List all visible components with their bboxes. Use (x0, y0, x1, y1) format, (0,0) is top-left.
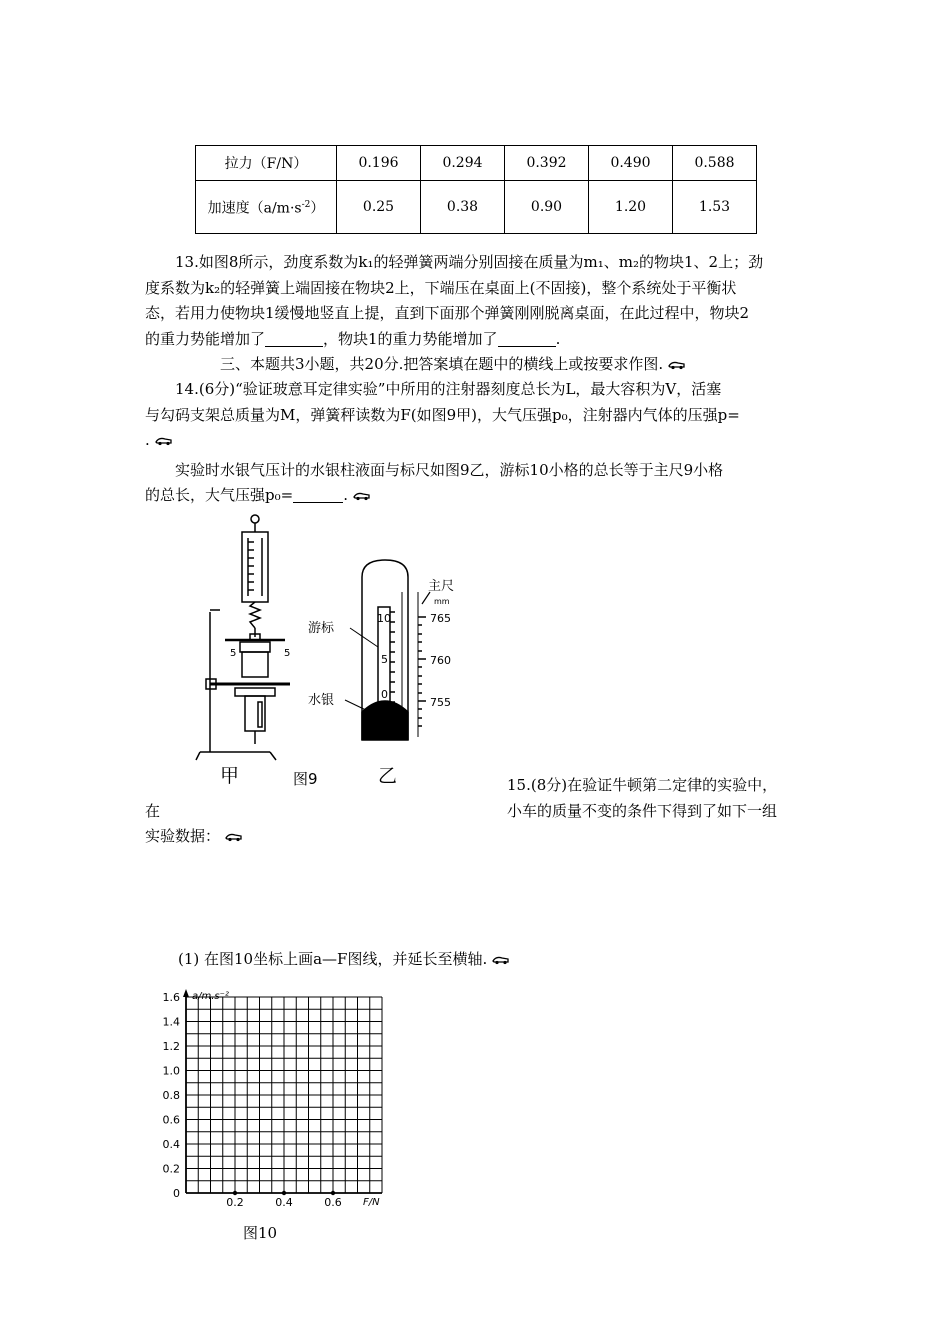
car-icon (155, 436, 173, 446)
table-row2-header: 加速度$(a/m\cdot s^{-2})$ (196, 181, 337, 234)
table-cell: 0.196 (337, 146, 421, 181)
table-cell: 0.392 (505, 146, 589, 181)
answer-blank[interactable] (265, 330, 323, 347)
table-row1-header: 拉力（F/N） (196, 146, 337, 181)
spring-scale-apparatus (196, 515, 290, 760)
x-tick-label: 0.6 (324, 1196, 342, 1209)
car-icon (353, 491, 371, 501)
svg-text:5: 5 (381, 653, 388, 666)
section-heading: 三、本题共3小题，共20分.把答案填在题中的横线上或按要求作图. (145, 352, 885, 378)
y-axis-label: a/m.s⁻² (192, 991, 229, 1002)
label-vernier: 游标 (308, 621, 335, 636)
figure-9-caption: 图9 (293, 770, 318, 788)
y-tick-label: 0.2 (162, 1162, 180, 1176)
question-14: 14.(6分)“验证玻意耳定律实验”中所用的注射器刻度总长为L，最大容积为V，活塞 与勾码支架总质量为M，弹簧秤读数为F(如图9甲)，大气压强p₀，注射器内气体的压强p= . 实验时水银气压计的水银柱液面与标尺如图9乙，游标10小格的总长等于主尺9小格 的总长，大气压强p₀= . (145, 380, 740, 504)
y-tick-label: 1.0 (162, 1064, 180, 1078)
svg-text:10: 10 (377, 612, 391, 625)
figure-10-caption: 图10 (243, 1224, 278, 1242)
y-arrow-icon (183, 989, 189, 997)
answer-blank[interactable] (293, 486, 343, 503)
y-tick-label: 1.2 (162, 1040, 180, 1053)
label-main-scale: 主尺 (428, 579, 455, 594)
car-icon (668, 360, 686, 370)
table-cell: 0.490 (589, 146, 673, 181)
table-cell: 0.588 (673, 146, 757, 181)
y-tick-label: 1.6 (162, 991, 180, 1004)
svg-text:0: 0 (381, 688, 388, 701)
table-cell: 1.20 (589, 181, 673, 234)
table-cell: 1.53 (673, 181, 757, 234)
table-cell: 0.38 (421, 181, 505, 234)
y-tick-label: 1.4 (162, 1015, 180, 1029)
label-mercury: 水银 (308, 693, 335, 708)
x-tick-label: 0.4 (275, 1196, 293, 1209)
x-tick-label: 0.2 (226, 1196, 244, 1209)
data-table (195, 145, 757, 234)
x-axis-label: F/N (363, 1197, 380, 1208)
svg-text:765: 765 (430, 612, 451, 625)
y-tick-label: 0.6 (162, 1113, 180, 1127)
label-jia: 甲 (220, 765, 240, 787)
gauge-mark: 5 (284, 648, 291, 659)
answer-blank[interactable] (498, 330, 556, 347)
y-tick-label: 0.8 (162, 1089, 180, 1102)
car-icon (225, 832, 243, 842)
car-icon (492, 955, 510, 965)
table-cell: 0.25 (337, 181, 421, 234)
svg-text:755: 755 (430, 696, 451, 709)
label-yi: 乙 (378, 765, 398, 787)
question-15-1: (1) 在图10坐标上画a—F图线，并延长至横轴. (178, 947, 510, 973)
question-13: 13.如图8所示，劲度系数为k₁的轻弹簧两端分别固接在质量为m₁、m₂的物块1、2上；劲 度系数为k₂的轻弹簧上端固接在物块2上，下端压在桌面上(不固接)，整个系统处于平衡状 态，若用力使物块1缓慢地竖直上提，直到下面那个弹簧刚刚脱离桌面，在此过程中，物块2 的重力势能增加了 ，物块1的重力势能增加了 . (145, 253, 764, 348)
question-15: 15.(8分)在验证牛顿第二定律的实验中， 小车的质量不变的条件下得到了如下一组 (507, 776, 778, 820)
figure-10-grid (150, 985, 400, 1215)
svg-text:mm: mm (434, 597, 450, 606)
figure-9 (190, 512, 480, 792)
svg-text:760: 760 (430, 654, 451, 667)
barometer (345, 560, 430, 740)
table-cell: 0.294 (421, 146, 505, 181)
gauge-mark: 5 (230, 648, 237, 659)
table-cell: 0.90 (505, 181, 589, 234)
y-tick-label: 0.4 (162, 1138, 180, 1151)
y-tick-label: 0 (173, 1187, 180, 1200)
